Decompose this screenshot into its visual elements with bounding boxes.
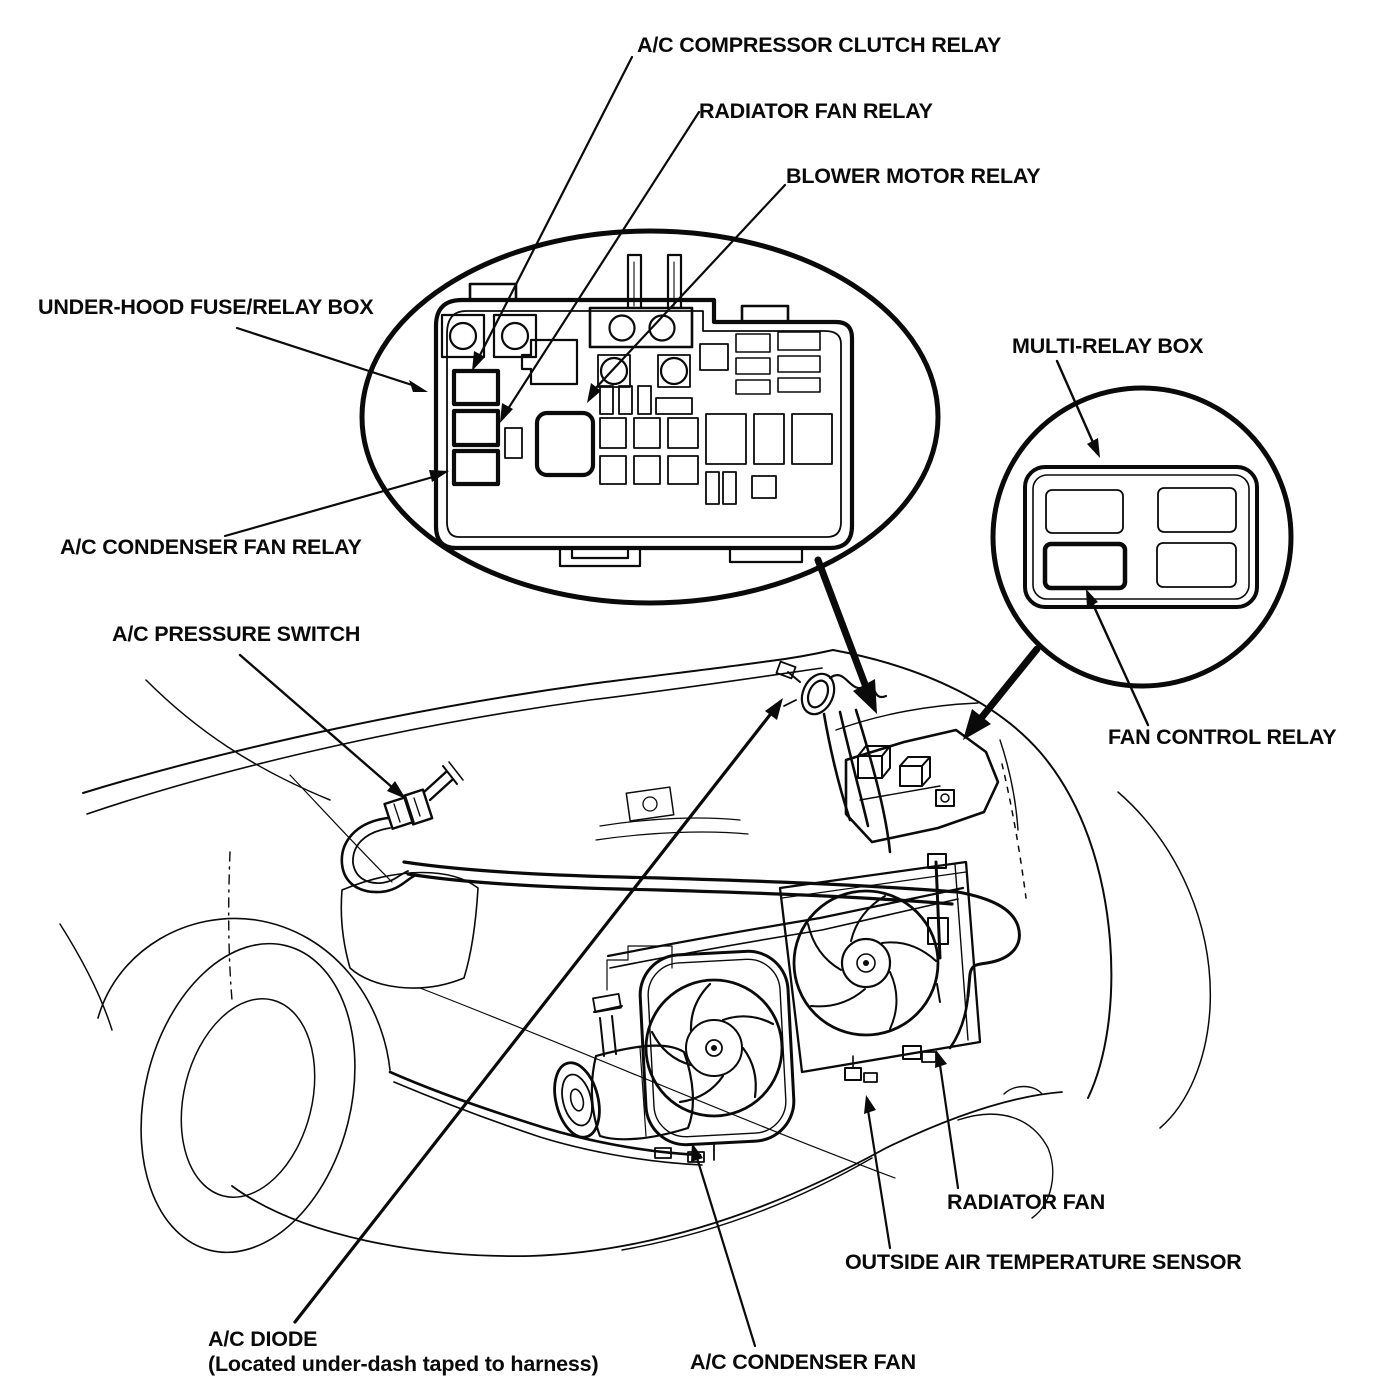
label-under-hood-fuse-relay-box: UNDER-HOOD FUSE/RELAY BOX — [38, 295, 374, 319]
label-fan-control-relay: FAN CONTROL RELAY — [1108, 725, 1337, 749]
fan-control-relay-part — [1045, 544, 1125, 588]
ac-condenser-fan-relay-part — [454, 451, 498, 484]
radiator-fan-relay-part — [454, 411, 498, 445]
label-outside-air-temperature-sensor: OUTSIDE AIR TEMPERATURE SENSOR — [845, 1250, 1242, 1274]
under-hood-fuse-box-detail — [362, 231, 938, 603]
multi-relay-box-detail — [993, 388, 1291, 686]
label-ac-diode-note: (Located under-dash taped to harness) — [208, 1352, 599, 1376]
radiator-fan-part — [608, 854, 980, 1072]
label-ac-condenser-fan: A/C CONDENSER FAN — [690, 1350, 916, 1374]
label-multi-relay-box: MULTI-RELAY BOX — [1012, 334, 1204, 358]
label-blower-motor-relay: BLOWER MOTOR RELAY — [786, 164, 1041, 188]
label-radiator-fan-relay: RADIATOR FAN RELAY — [699, 99, 933, 123]
leader-arrows — [225, 57, 1148, 1346]
ac-compressor-clutch-relay-part — [454, 371, 498, 404]
label-ac-diode: A/C DIODE — [208, 1327, 318, 1351]
label-ac-condenser-fan-relay: A/C CONDENSER FAN RELAY — [60, 535, 362, 559]
blower-motor-relay-part — [537, 413, 593, 475]
ac-pressure-switch-part — [342, 762, 463, 892]
label-radiator-fan: RADIATOR FAN — [947, 1190, 1106, 1214]
label-ac-pressure-switch: A/C PRESSURE SWITCH — [112, 622, 361, 646]
label-ac-compressor-clutch-relay: A/C COMPRESSOR CLUTCH RELAY — [637, 33, 1002, 57]
